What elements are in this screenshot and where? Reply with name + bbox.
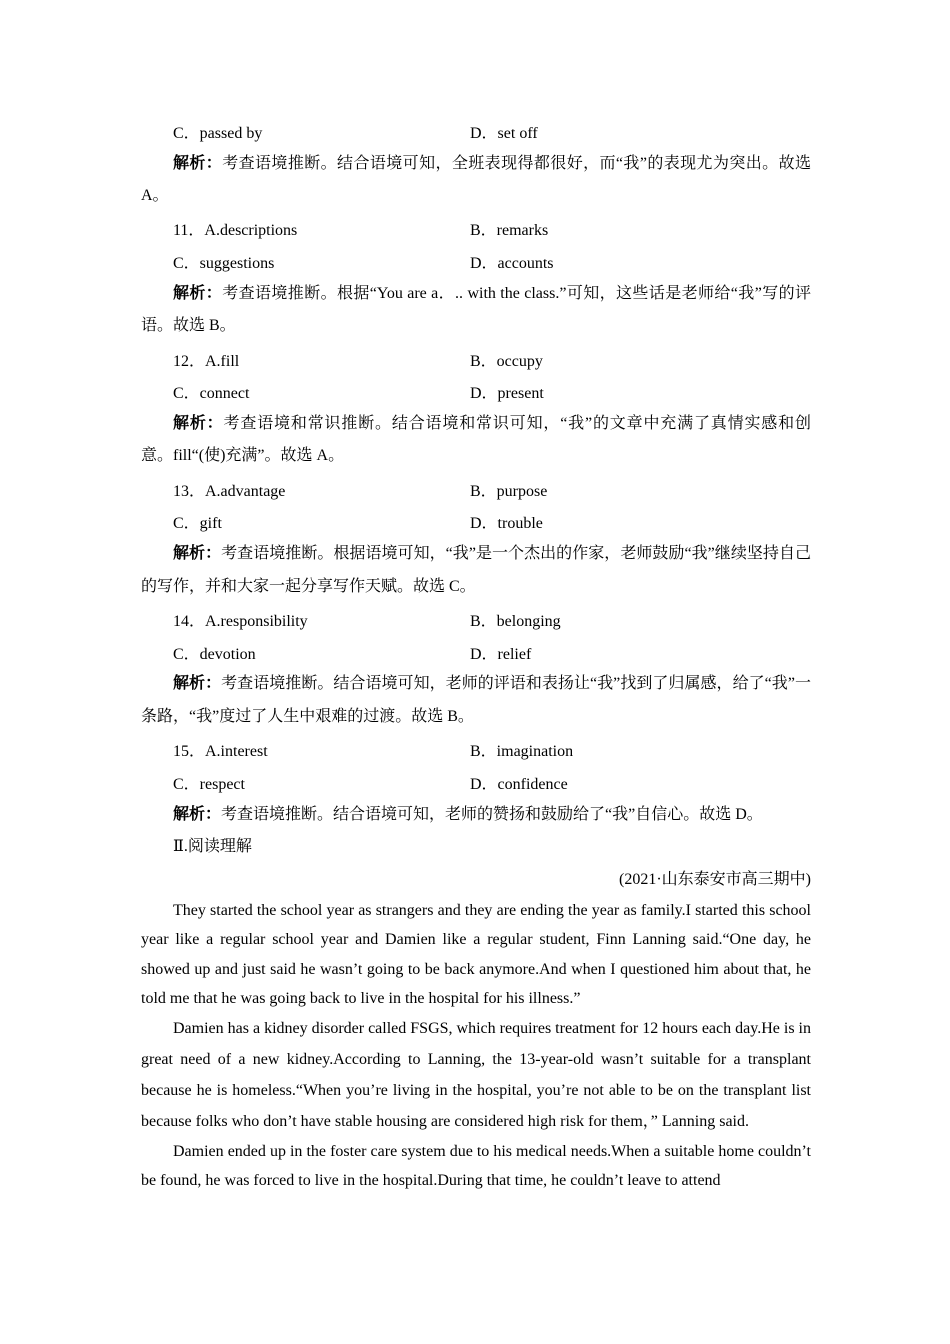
explanation-tag: 解析：	[173, 284, 223, 302]
option-row	[141, 213, 811, 246]
source-citation: (2021·山东泰安市高三期中)	[619, 870, 811, 888]
option-a: 12．A.fill	[173, 352, 240, 370]
explanation	[141, 799, 811, 832]
explanation-text: 考查语境推断。结合语境可知，全班表现得都很好，而“我”的表现尤为突出。故选 A。	[141, 154, 811, 205]
option-b: B．purpose	[470, 482, 548, 500]
explanation-text: 考查语境推断。结合语境可知，老师的评语和表扬让“我”找到了归属感，给了“我”一条路，“我”度过了人生中艰难的过渡。故选 B。	[141, 675, 811, 725]
option-a: 13．A.advantage	[173, 482, 286, 500]
option-c: C．suggestions	[173, 254, 275, 272]
explanation-tag: 解析：	[173, 805, 222, 823]
option-row	[141, 766, 811, 799]
explanation	[141, 278, 811, 343]
section-heading: Ⅱ.阅读理解	[173, 838, 252, 856]
explanation	[141, 408, 811, 473]
option-row	[141, 636, 811, 669]
option-c: C．gift	[173, 515, 222, 533]
explanation-text: 考查语境推断。根据语境可知，“我”是一个杰出的作家，老师鼓励“我”继续坚持自己的写作，并和大家一起分享写作天赋。故选 C。	[141, 545, 811, 595]
option-b: B．occupy	[470, 352, 543, 370]
option-row	[141, 506, 811, 539]
passage-paragraph: They started the school year as strangers and they are ending the year as family.I started this school year like a regular school year and Damien like a regular student, Finn Lanning said.“One day, he showed up and just said he wasn’t going to be back anymore.And when I questioned him about that, he told me that he was going back to live in the hospital for his illness.”	[141, 902, 811, 1007]
page-content	[141, 115, 811, 1195]
option-b: B．imagination	[470, 743, 574, 761]
option-d: D．confidence	[470, 775, 568, 793]
option-c: C．passed by	[173, 124, 263, 142]
option-row	[141, 115, 811, 148]
option-row	[141, 343, 811, 376]
explanation-tag: 解析：	[173, 545, 222, 563]
option-row	[141, 375, 811, 408]
option-a: 14．A.responsibility	[173, 612, 308, 630]
explanation	[141, 148, 811, 213]
option-a: 11．A.descriptions	[173, 222, 298, 240]
option-d: D．relief	[470, 645, 532, 663]
option-d: D．present	[470, 385, 544, 403]
option-row	[141, 473, 811, 506]
option-c: C．connect	[173, 385, 250, 403]
passage-paragraph: Damien ended up in the foster care system due to his medical needs.When a suitable home couldn’t be found, he was forced to live in the hospital.During that time, he couldn’t leave to attend	[141, 1143, 811, 1190]
explanation-text: 考查语境推断。结合语境可知，老师的赞扬和鼓励给了“我”自信心。故选 D。	[221, 805, 763, 823]
option-d: D．accounts	[470, 254, 554, 272]
passage-paragraph: Damien has a kidney disorder called FSGS, which requires treatment for 12 hours each day.He is in great need of a new kidney.According to Lanning, the 13-year-old wasn’t suitable for a transplant because he is homeless.“When you’re living in the hospital, you’re not able to be on the transplant list because folks who don’t have stable housing are considered high risk for them，” Lanning said.	[141, 1020, 811, 1131]
option-a: 15．A.interest	[173, 743, 268, 761]
explanation-tag: 解析：	[173, 154, 223, 172]
explanation-tag: 解析：	[173, 675, 222, 693]
option-d: D．trouble	[470, 515, 543, 533]
explanation-text: 考查语境推断。根据“You are a．.. with the class.”可知，这些话是老师给“我”写的评语。故选 B。	[141, 284, 811, 335]
option-b: B．remarks	[470, 222, 549, 240]
option-b: B．belonging	[470, 612, 561, 630]
option-c: C．devotion	[173, 645, 256, 663]
option-row	[141, 245, 811, 278]
explanation	[141, 538, 811, 603]
option-row	[141, 733, 811, 766]
explanation	[141, 668, 811, 733]
explanation-text: 考查语境和常识推断。结合语境和常识可知，“我”的文章中充满了真情实感和创意。fill“(使)充满”。故选 A。	[141, 414, 811, 465]
option-d: D．set off	[470, 124, 538, 142]
explanation-tag: 解析：	[173, 414, 224, 432]
option-row	[141, 603, 811, 636]
option-c: C．respect	[173, 775, 245, 793]
